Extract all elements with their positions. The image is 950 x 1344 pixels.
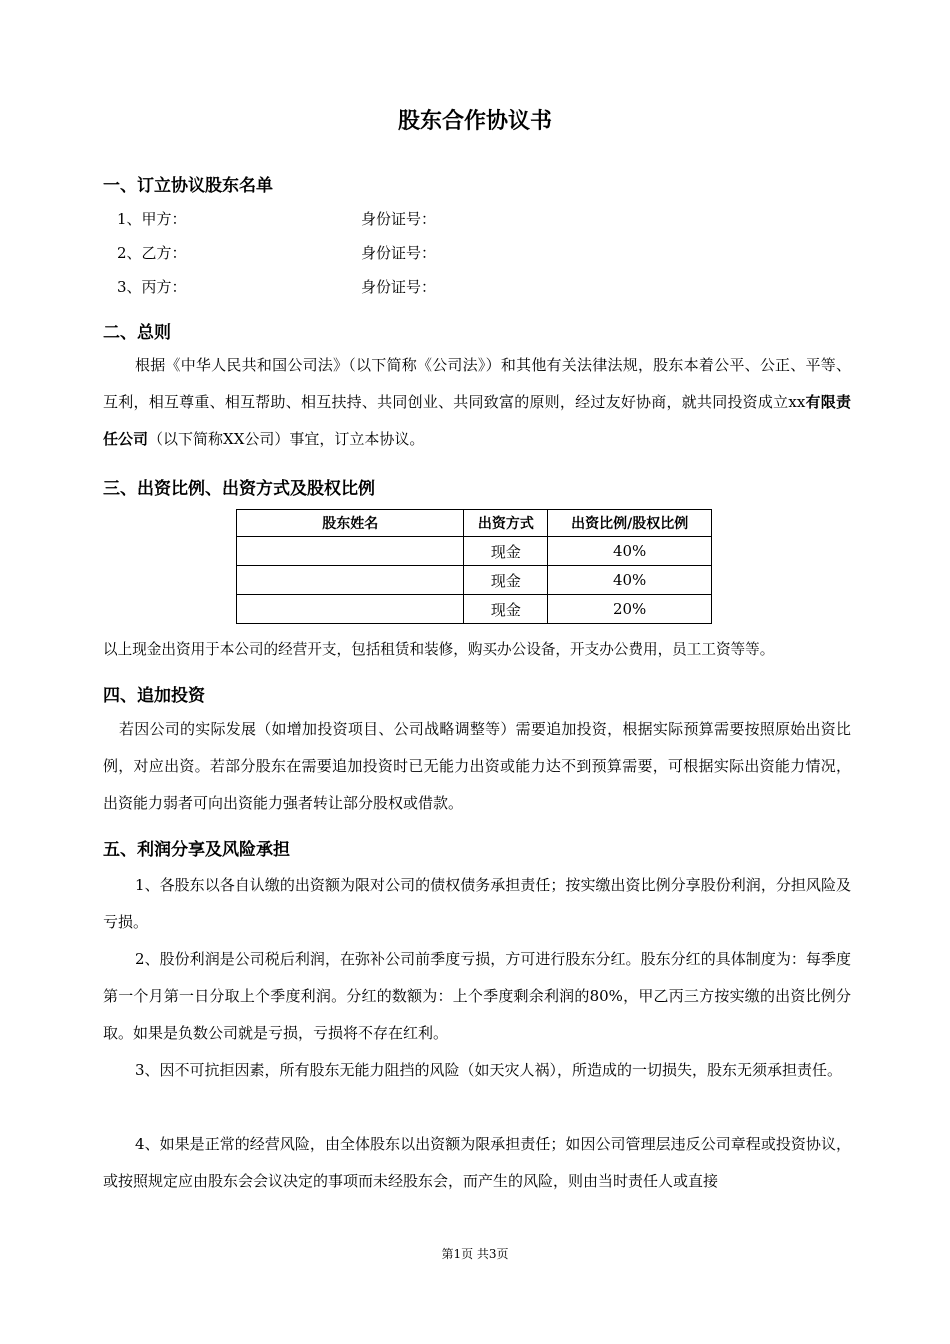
party-label-c: 3、丙方： bbox=[117, 278, 187, 296]
contribution-method-cell: 现金 bbox=[464, 595, 548, 624]
company-name: 有限责任公司 bbox=[103, 393, 851, 448]
table-row bbox=[237, 595, 712, 624]
id-label-c: 身份证号： bbox=[361, 278, 437, 296]
profit-item-3: 3、因不可抗拒因素，所有股东无能力阻挡的风险（如天灾人祸），所造成的一切损失，股东无须承担责任。 bbox=[135, 1061, 843, 1079]
general-provisions-paragraph bbox=[103, 347, 851, 458]
general-provisions-text: 根据《中华人民共和国公司法》（以下简称《公司法》）和其他有关法律法规，股东本着公平、公正、平等、互利，相互尊重、相互帮助、相互扶持、共同创业、共同致富的原则，经过友好协商，就共同投资成立 bbox=[103, 356, 851, 411]
id-label-b: 身份证号： bbox=[361, 244, 437, 262]
profit-item-2: 2、股份利润是公司税后利润，在弥补公司前季度亏损，方可进行股东分红。股东分红的具体制度为：每季度第一个月第一日分取上个季度利润。分红的数额为：上个季度剩余利润的80%，甲乙丙三方按实缴的出资比例分取。如果是负数公司就是亏损，亏损将不存在红利。 bbox=[103, 950, 851, 1042]
contribution-method-cell: 现金 bbox=[464, 537, 548, 566]
party-label-b: 2、乙方： bbox=[117, 244, 187, 262]
col-header-ratio: 出资比例/股权比例 bbox=[548, 510, 712, 537]
id-label-a: 身份证号： bbox=[361, 210, 437, 228]
company-prefix: xx bbox=[788, 393, 806, 411]
table-row bbox=[237, 537, 712, 566]
section4-heading: 四、追加投资 bbox=[103, 686, 205, 706]
table-row bbox=[237, 566, 712, 595]
section5-heading: 五、利润分享及风险承担 bbox=[103, 840, 290, 860]
ratio-cell: 40% bbox=[548, 566, 712, 595]
col-header-shareholder-name: 股东姓名 bbox=[237, 510, 464, 537]
capital-contribution-table bbox=[236, 509, 712, 624]
shareholder-name-cell bbox=[237, 595, 464, 624]
section1-heading: 一、订立协议股东名单 bbox=[103, 176, 273, 196]
contribution-method-cell: 现金 bbox=[464, 566, 548, 595]
table-header-row bbox=[237, 510, 712, 537]
section3-heading: 三、出资比例、出资方式及股权比例 bbox=[103, 479, 375, 499]
col-header-contribution-method: 出资方式 bbox=[464, 510, 548, 537]
shareholder-name-cell bbox=[237, 566, 464, 595]
general-provisions-tail: （以下简称XX公司）事宜，订立本协议。 bbox=[148, 430, 425, 448]
party-label-a: 1、甲方： bbox=[117, 210, 187, 228]
section2-heading: 二、总则 bbox=[103, 323, 171, 343]
profit-item-4: 4、如果是正常的经营风险，由全体股东以出资额为限承担责任；如因公司管理层违反公司章程或投资协议，或按照规定应由股东会会议决定的事项而未经股东会，而产生的风险，则由当时责任人或直接 bbox=[103, 1135, 851, 1190]
ratio-cell: 20% bbox=[548, 595, 712, 624]
profit-item-1: 1、各股东以各自认缴的出资额为限对公司的债权债务承担责任；按实缴出资比例分享股份利润，分担风险及亏损。 bbox=[103, 876, 851, 931]
page-number-footer: 第1页 共3页 bbox=[441, 1247, 509, 1261]
additional-investment-paragraph: 若因公司的实际发展（如增加投资项目、公司战略调整等）需要追加投资，根据实际预算需要按照原始出资比例，对应出资。若部分股东在需要追加投资时已无能力出资或能力达不到预算需要，可根据实际出资能力情况，出资能力弱者可向出资能力强者转让部分股权或借款。 bbox=[103, 720, 851, 812]
document-title: 股东合作协议书 bbox=[397, 109, 552, 134]
ratio-cell: 40% bbox=[548, 537, 712, 566]
capital-usage-note: 以上现金出资用于本公司的经营开支，包括租赁和装修，购买办公设备，开支办公费用，员工工资等等。 bbox=[103, 641, 775, 658]
shareholder-name-cell bbox=[237, 537, 464, 566]
